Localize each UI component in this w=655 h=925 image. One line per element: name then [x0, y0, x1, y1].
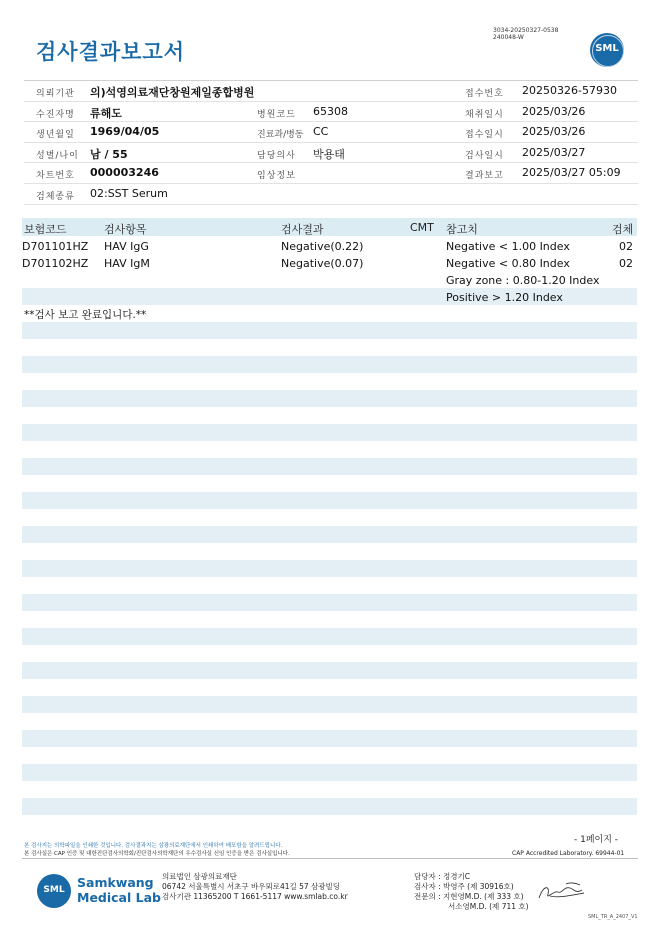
institution-label: 의뢰기관: [36, 89, 75, 99]
report-complete-note: **검사 보고 완료입니다.**: [24, 309, 147, 321]
specimen-label: 검체종류: [36, 191, 75, 202]
sml-logo-icon: [590, 33, 624, 67]
report-date-value: 2025/03/27 05:09: [522, 166, 621, 180]
table-stripe-row: [22, 526, 637, 543]
lab-name-line1: Samkwang: [77, 875, 154, 890]
receipt-date-value: 2025/03/26: [522, 125, 586, 139]
test-date-value: 2025/03/27: [522, 145, 586, 159]
info-row-4: [24, 143, 638, 164]
info-row-5: [24, 163, 638, 184]
row-result: Negative(0.22): [281, 240, 364, 253]
lab-address: [162, 872, 348, 902]
header-specimen: 검체: [612, 223, 634, 236]
sml-footer-logo-icon: [37, 874, 71, 908]
chart-value: 000003246: [90, 166, 159, 180]
receipt-no-label: 접수번호: [465, 89, 504, 99]
row-ref: Negative < 0.80 Index: [446, 257, 570, 270]
collect-date-label: 채취일시: [465, 109, 504, 120]
sml-footer-logo-text: SML: [43, 885, 65, 895]
document-id-line2: 240048-W: [493, 34, 524, 41]
table-row: [22, 237, 637, 254]
ref-gray-zone: Gray zone : 0.80-1.20 Index: [446, 274, 600, 287]
document-id-line1: 3034-20250327-0538: [493, 27, 559, 34]
doctor-value: 박용태: [313, 147, 345, 161]
birth-label: 생년월일: [36, 130, 75, 141]
row-specimen: 02: [619, 257, 633, 270]
address-line3: 검사기관 11365200 T 1661-5117 www.smlab.co.kr: [162, 892, 348, 901]
info-row-1: [24, 81, 638, 102]
clinical-label: 임상정보: [257, 171, 296, 182]
row-result: Negative(0.07): [281, 257, 364, 270]
page-title: 검사결과보고서: [36, 40, 186, 64]
dept-value: CC: [313, 125, 329, 139]
sex-age-label: 성별/나이: [36, 150, 79, 161]
footer-divider: [22, 858, 638, 859]
table-stripe-row: [22, 390, 637, 407]
staff-line1: 담당자 : 정경기C: [414, 872, 471, 881]
address-line1: 의료법인 삼광의료재단: [162, 872, 237, 881]
patient-info-table: [24, 80, 638, 205]
table-stripe-row: [22, 764, 637, 781]
staff-line4: 서소영M.D. (제 711 호): [448, 902, 529, 911]
staff-list: [414, 872, 529, 912]
table-stripe-row: [22, 662, 637, 679]
row-code: D701102HZ: [22, 257, 89, 270]
report-label: 결과보고: [465, 171, 504, 182]
notice-print: 본 검사지는 의학파일을 인쇄한 것입니다. 검사결과지는 삼광의료재단에서 인쇄하여 배포함을 알려드립니다.: [24, 843, 283, 849]
header-code: 보험코드: [24, 223, 67, 236]
hospital-code-label: 병원코드: [257, 109, 296, 120]
patient-label: 수진자명: [36, 109, 75, 120]
table-stripe-row: [22, 492, 637, 509]
table-stripe-row: [22, 594, 637, 611]
ref-extra-row: [22, 271, 637, 288]
info-row-3: [24, 122, 638, 143]
birth-value: 1969/04/05: [90, 125, 160, 139]
table-stripe-row: [22, 696, 637, 713]
receipt-date-label: 접수일시: [465, 130, 504, 141]
info-row-2: [24, 102, 638, 123]
header-result: 검사결과: [281, 223, 324, 236]
ref-positive: Positive > 1.20 Index: [446, 291, 563, 304]
header-cmt: CMT: [410, 221, 434, 234]
dept-label: 진료과/병동: [257, 130, 304, 141]
cap-accreditation: CAP Accredited Laboratory. 69944-01: [512, 850, 625, 857]
document-id: [493, 27, 558, 41]
doctor-label: 담당의사: [257, 150, 296, 161]
table-stripe-row: [22, 322, 637, 339]
row-ref: Negative < 1.00 Index: [446, 240, 570, 253]
lab-name-line2: Medical Lab: [77, 890, 161, 905]
page-number: - 1페이지 -: [574, 835, 619, 845]
collect-date-value: 2025/03/26: [522, 104, 586, 118]
address-line2: 06742 서울특별시 서초구 바우뫼로41길 57 삼광빌딩: [162, 882, 341, 891]
signature-icon: [536, 880, 588, 904]
table-stripe-row: [22, 458, 637, 475]
receipt-no-value: 20250326-57930: [522, 84, 617, 97]
chart-label: 차트번호: [36, 171, 75, 182]
sex-age-value: 남 / 55: [90, 147, 128, 161]
lab-name: [77, 875, 161, 905]
header-ref: 참고치: [446, 223, 478, 236]
table-stripe-row: [22, 560, 637, 577]
staff-line3: 전문의 : 지현영M.D. (제 333 호): [414, 892, 524, 901]
info-row-6: [24, 184, 638, 205]
row-item: HAV IgG: [104, 240, 149, 253]
table-stripe-row: [22, 730, 637, 747]
table-stripe-row: [22, 628, 637, 645]
specimen-value: 02:SST Serum: [90, 186, 168, 200]
test-date-label: 검사일시: [465, 150, 504, 161]
row-code: D701101HZ: [22, 240, 89, 253]
form-version: SML_TR_A_2407_V1: [588, 914, 638, 920]
patient-value: 류해도: [90, 106, 122, 120]
institution-value: 의)석영의료재단창원제일종합병원: [90, 86, 255, 99]
table-stripe-row: [22, 798, 637, 815]
staff-line2: 검사자 : 박영주 (제 30916호): [414, 882, 514, 891]
results-table-header: [22, 218, 637, 236]
hospital-code-value: 65308: [313, 104, 348, 118]
table-stripe-row: [22, 356, 637, 373]
row-specimen: 02: [619, 240, 633, 253]
notice-accreditation: 본 검사실은 CAP 인증 및 대한진단검사의학회/진단검사의학재단의 우수검사실 신임 인증을 받은 검사실입니다.: [24, 851, 290, 857]
ref-extra-row: [22, 288, 637, 305]
row-item: HAV IgM: [104, 257, 150, 270]
sml-logo-text: SML: [595, 43, 619, 54]
header-item: 검사항목: [104, 223, 147, 236]
table-stripe-row: [22, 424, 637, 441]
table-row: [22, 254, 637, 271]
